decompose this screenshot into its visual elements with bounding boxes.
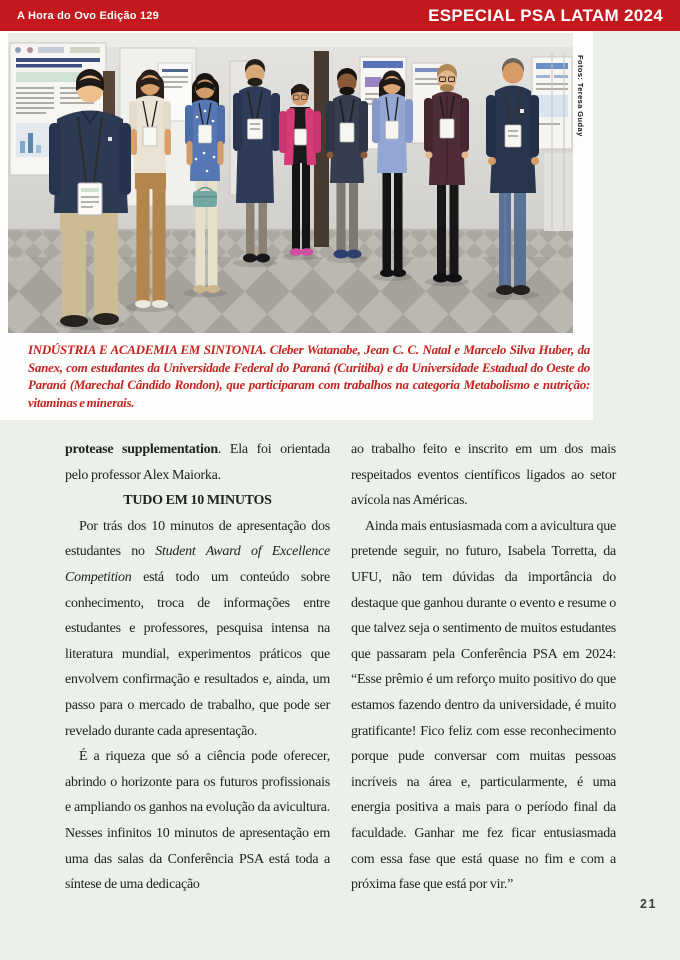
paragraph-text: Por trás dos 10 minutos de apresentação dos estudantes no bbox=[65, 518, 330, 560]
photo-panel bbox=[0, 31, 593, 420]
page-number: 21 bbox=[640, 897, 657, 911]
photo-credit: Fotos: Teresa Guday bbox=[576, 55, 585, 137]
paragraph: Ainda mais entusiasmada com a avicultura que pretende seguir, no futuro, Isabela Torretta, da UFU, não tem dúvidas da importância do destaque que ganhou durante o evento e resume o que talvez seja o sentimento de muitos estudantes que passaram pela Conferência PSA em 2024: “Esse prêmio é um reforço muito positivo do que estamos fazendo dentro da universidade, é muito gratificante! Fico feliz com esse reconhecimento porque pude conversar com muitas pessoas incríveis na área e, particularmente, é uma energia positiva a mais para o período final da faculdade. Ganhar me fez ficar entusiasmada com essa fase que está quase no fim e com a próxima fase que está por vir.” bbox=[351, 518, 616, 893]
paragraph: ao trabalho feito e inscrito em um dos mais respeitados eventos científicos ligados ao setor avícola nas Américas. bbox=[351, 442, 616, 509]
paragraph-text: está todo um conteúdo sobre conhecimento, troca de informações entre estudantes e professores, pesquisa intensa na literatura mundial, experimentos práticos que envolvem confirmação e resultados e, ainda, um passo para o mercado de trabalho, que pode ser revelado durante cada apresentação. bbox=[65, 569, 330, 739]
paragraph: É a riqueza que só a ciência pode oferecer, abrindo o horizonte para os futuros profissionais e ampliando os ganhos na evolução da avicultura. Nesses infinitos 10 minutos de apresentação em uma das salas da Conferência PSA está toda a síntese de uma dedicação bbox=[65, 749, 330, 893]
conference-group-photo bbox=[8, 33, 573, 333]
paragraph bbox=[65, 514, 330, 744]
paragraph bbox=[65, 437, 330, 488]
article-body bbox=[65, 437, 617, 898]
section-title: ESPECIAL PSA LATAM 2024 bbox=[428, 5, 663, 25]
column-right bbox=[351, 437, 616, 898]
italic-title-text: Student Award of Excellence Competition bbox=[65, 544, 330, 585]
paragraph-text: . Ela foi orientada pelo professor Alex Maiorka. bbox=[65, 442, 330, 483]
column-left bbox=[65, 437, 330, 898]
photo-caption: INDÚSTRIA E ACADEMIA EM SINTONIA. Cleber Watanabe, Jean C. C. Natal e Marcelo Silva Huber, da Sanex, com estudantes da Universidade Federal do Paraná (Curitiba) e da Universidade Estadual do Oeste do Paraná (Marechal Cândido Rondon), que participaram com trabalhos na categoria Metabolismo e nutrição: vitaminas e minerais. bbox=[28, 342, 590, 410]
bold-lead-text: protease supplementation bbox=[65, 442, 218, 457]
edition-label: A Hora do Ovo Edição 129 bbox=[17, 9, 159, 22]
header-bar bbox=[0, 0, 680, 31]
section-heading: TUDO EM 10 MINUTOS bbox=[123, 493, 272, 509]
